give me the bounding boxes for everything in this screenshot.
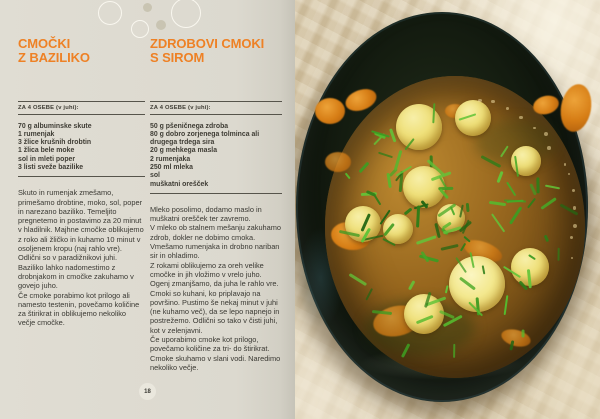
ingredient-item: sol in mleti poper (18, 155, 76, 163)
bubble (491, 100, 495, 104)
serving-label: ZA 4 OSEBE (v juhi): (150, 105, 211, 111)
ingredient-list (150, 123, 282, 189)
divider-rule (18, 176, 145, 177)
ingredient-list (18, 123, 145, 173)
recipe-title-line: ZDROBOVI CMOKI (150, 36, 265, 51)
bubble (478, 99, 482, 103)
ingredient-item: sol (150, 172, 160, 180)
ingredient-item: 50 g pšeničnega zdroba (150, 122, 229, 130)
instruction-paragraph: Mleko posolimo, dodamo maslo in muškatni orešček ter zavremo. (150, 204, 262, 224)
ingredient-item: 250 ml mleka (150, 163, 193, 171)
divider-rule (150, 114, 282, 115)
page-number-badge (139, 383, 156, 400)
instructions (150, 205, 282, 372)
bubble (564, 163, 567, 166)
ingredient-item: 1 žlica bele moke (18, 147, 75, 155)
instruction-paragraph: Baziliko lahko nadomestimo z drobnjakom in cmočke zakuhamo v govejo juho. (18, 262, 134, 291)
instruction-paragraph: Skuto in rumenjak zmešamo, primešamo drobtine, moko, sol, poper in narezano baziliko. Temeljito pregnetemo in postavimo za 20 minut v hladilnik. Majhne cmočke oblikujemo z roko ali žličko in kuhamo 10 minut v osoljenem kropu (naj rahlo vre). Odlični so v paradižnikovi juhi. (18, 188, 144, 263)
divider-rule (150, 193, 282, 194)
recipe-zdrobovi-cmoki-s-sirom (150, 0, 282, 372)
recipe-title-line: S SIROM (150, 49, 205, 65)
broth-bubbles (295, 0, 600, 419)
recipe-title (150, 37, 282, 64)
instruction-paragraph: V mleko ob stalnem mešanju zakuhamo zdrob, dokler ne dobimo cmoka. Vmešamo rumenjaka in drobno nariban sir in ohladimo. (150, 223, 282, 261)
instruction-paragraph: Če uporabimo cmoke kot prilogo, povečamo količine za tri- do štirikrat. Cmoke skuhamo v slani vodi. Naredimo nekoliko večje. (150, 335, 281, 372)
bubble (573, 224, 577, 228)
bubble (533, 127, 536, 130)
ingredient-item: 2 rumenjaka (150, 155, 191, 163)
ingredient-item: 80 g dobro zorjenega tolminca ali drugega trdega sira (150, 130, 260, 147)
ingredient-item: 20 g mehkega masla (150, 147, 218, 155)
recipe-title-line: Z BAZILIKO (18, 49, 90, 65)
bubble (571, 257, 574, 260)
ingredient-item: 3 žlice krušnih drobtin (18, 139, 92, 147)
ingredient-item: 3 listi sveže bazilike (18, 163, 84, 171)
ingredient-item: 70 g albuminske skute (18, 122, 92, 130)
recipe-title (18, 37, 145, 64)
page-number: 18 (144, 388, 151, 395)
bubble (506, 107, 509, 110)
divider-rule (18, 114, 145, 115)
bubble (547, 146, 551, 150)
instruction-paragraph: Z rokami oblikujemo za oreh velike cmočke in jih vložimo v vrelo juho. Ogenj zmanjšamo, da juha le rahlo vre. Cmoki so kuhani, ko priplavajo na površino. Pustimo še nekaj minut v juhi (ne kuhamo več), da se lepo napnejo in postrežemo. Odlični so tako v čisti juhi, kot v zelenjavni. (150, 260, 280, 335)
bubble (570, 236, 573, 239)
recipe-page (0, 0, 295, 419)
instruction-paragraph: Če cmoke porabimo kot prilogo ali namesto testenin, povečamo količine za štirikrat in oblikujemo nekoliko večje cmočke. (18, 290, 140, 328)
recipe-title-line: CMOČKI (18, 36, 71, 51)
bubble (568, 173, 570, 175)
bubble (573, 206, 576, 209)
instructions (18, 188, 145, 327)
serving-label: ZA 4 OSEBE (v juhi): (18, 105, 79, 111)
bubble (519, 116, 523, 120)
recipe-cmocki-z-baziliko (18, 0, 145, 328)
ingredient-item: 1 rumenjak (18, 130, 55, 138)
bubble (572, 189, 575, 192)
soup-photo (295, 0, 600, 419)
ingredient-item: muškatni orešček (150, 180, 209, 188)
bubble (544, 132, 548, 136)
